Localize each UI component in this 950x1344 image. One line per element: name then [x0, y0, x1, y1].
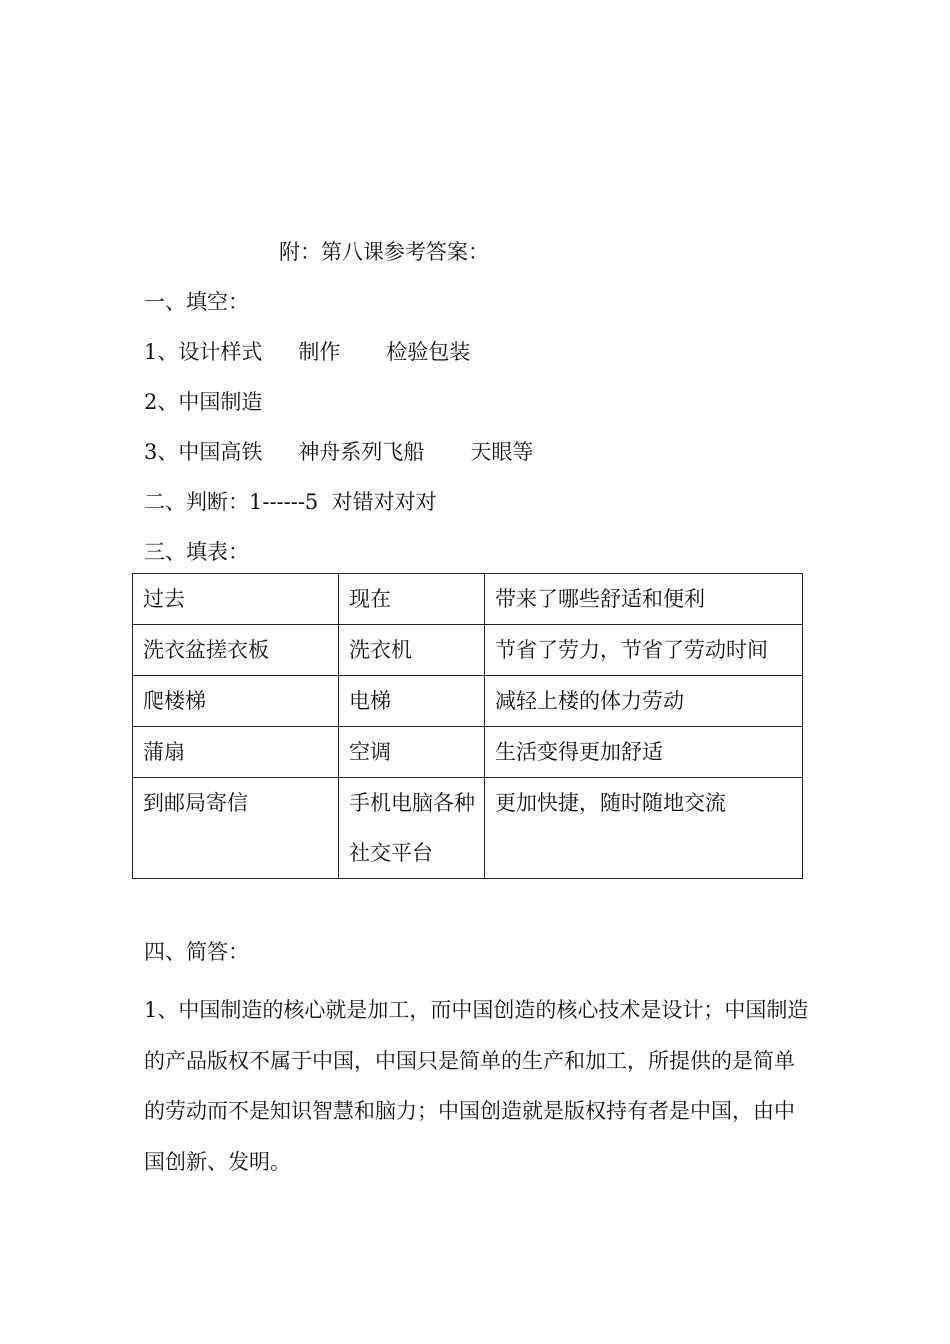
short-answer-1: 1、中国制造的核心就是加工，而中国创造的核心技术是设计；中国制造的产品版权不属于中国，中国只是简单的生产和加工，所提供的是简单的劳动而不是知识智慧和脑力；中国创造就是版权持有者是中国，由中国创新、发明。 — [144, 998, 809, 1174]
table-cell: 减轻上楼的体力劳动 — [485, 676, 803, 727]
judgement-line — [144, 487, 437, 517]
fill-blank-answer-1 — [144, 337, 470, 367]
table-cell: 洗衣机 — [339, 625, 485, 676]
answer-1-part-3: 检验包装 — [386, 340, 471, 364]
answer-3-part-2: 神舟系列飞船 — [298, 440, 425, 464]
answer-table — [132, 573, 803, 879]
table-cell: 电梯 — [339, 676, 485, 727]
table-cell: 空调 — [339, 727, 485, 778]
short-answer-heading: 四、简答： — [144, 940, 249, 964]
judgement-heading: 二、判断： — [144, 490, 249, 514]
answer-3-part-1: 3、中国高铁 — [144, 440, 263, 464]
table-cell: 洗衣盆搓衣板 — [133, 625, 339, 676]
answer-1-part-2: 制作 — [298, 340, 341, 364]
table-row — [133, 676, 803, 727]
fill-blank-answer-3 — [144, 437, 533, 467]
table-header-row — [133, 574, 803, 625]
table-cell: 到邮局寄信 — [133, 778, 339, 879]
table-cell: 手机电脑各种社交平台 — [339, 778, 485, 879]
table-row — [133, 625, 803, 676]
fill-table-heading: 三、填表： — [144, 540, 249, 564]
table-header-cell: 现在 — [339, 574, 485, 625]
answer-3-part-3: 天眼等 — [470, 440, 534, 464]
table-cell: 节省了劳力，节省了劳动时间 — [485, 625, 803, 676]
table-header-cell: 过去 — [133, 574, 339, 625]
table-row — [133, 727, 803, 778]
page-title: 附：第八课参考答案： — [279, 240, 489, 264]
table-cell: 生活变得更加舒适 — [485, 727, 803, 778]
table-row — [133, 778, 803, 879]
table-cell: 蒲扇 — [133, 727, 339, 778]
judgement-answer: 1------5 对错对对对 — [249, 490, 437, 514]
answer-1-part-1: 1、设计样式 — [144, 340, 263, 364]
section-fill-blank-heading: 一、填空： — [144, 290, 249, 314]
table-header-cell: 带来了哪些舒适和便利 — [485, 574, 803, 625]
fill-blank-answer-2: 2、中国制造 — [144, 390, 263, 414]
table-cell: 爬楼梯 — [133, 676, 339, 727]
table-cell: 更加快捷，随时随地交流 — [485, 778, 803, 879]
